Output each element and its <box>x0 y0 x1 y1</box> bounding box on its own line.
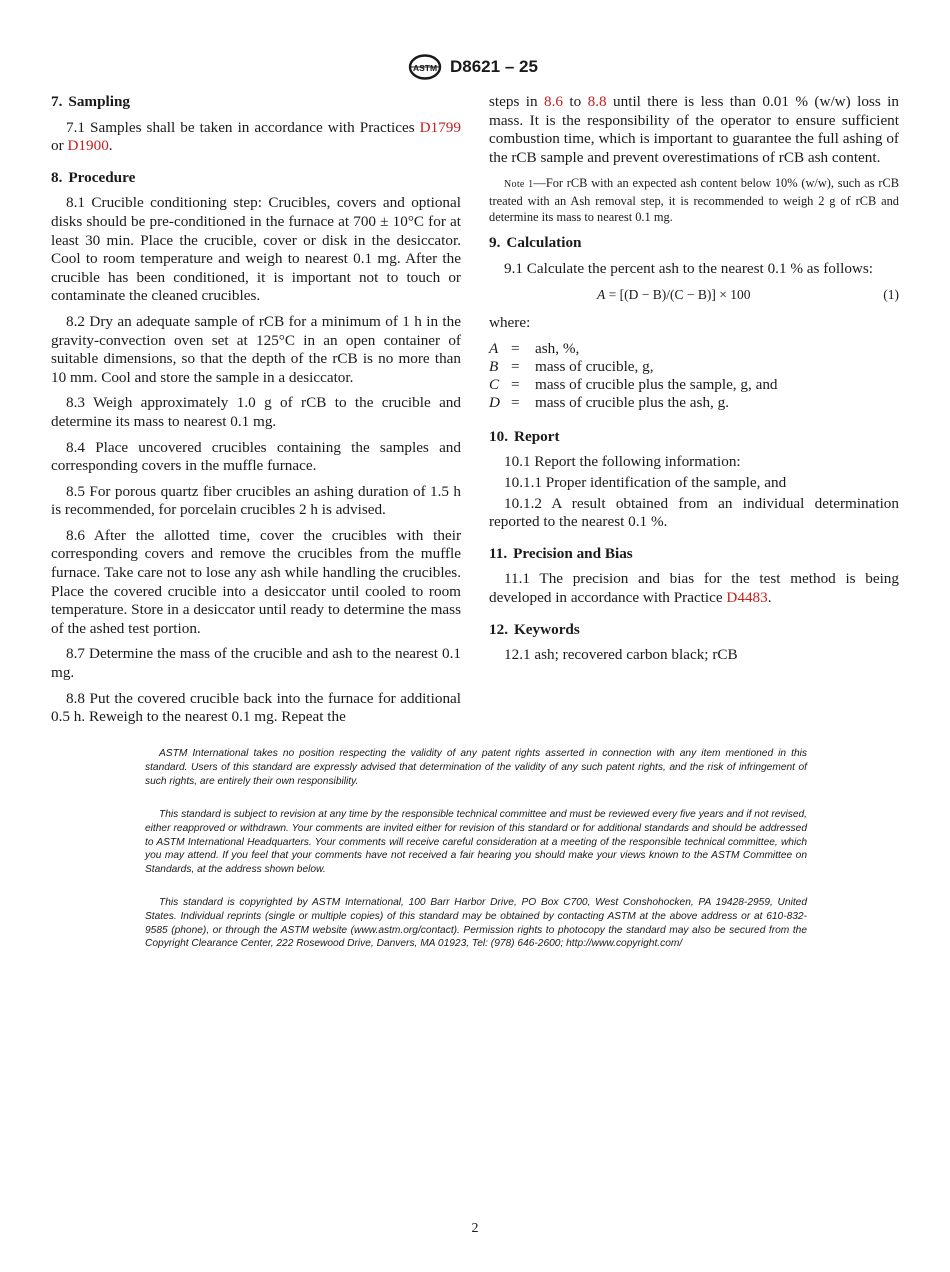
section-11 <box>489 545 899 608</box>
paragraph-10-1-2: 10.1.2 A result obtained from an individual determination reported to the nearest 0.1 %. <box>489 494 899 531</box>
equation-number: (1) <box>883 286 899 302</box>
definition-sym: B <box>489 357 499 375</box>
link-8-8[interactable]: 8.8 <box>587 93 607 110</box>
section-7 <box>51 93 461 156</box>
definition-txt: ash, %, <box>535 339 580 357</box>
definition-eq: = <box>511 339 520 357</box>
variable-definitions <box>489 340 899 412</box>
section-heading: 12. Keywords <box>489 620 580 638</box>
paragraph-11-1: 11.1 The precision and bias for the test method is being developed in accordance with Practice D4483. <box>489 570 899 606</box>
section-heading: 9. Calculation <box>489 234 582 252</box>
section-heading: 7. Sampling <box>51 93 131 110</box>
paragraph-10-1: 10.1 Report the following information: <box>504 453 741 471</box>
definition-eq: = <box>511 357 520 375</box>
definition-eq: = <box>511 393 520 411</box>
link-d1799[interactable]: D1799 <box>419 118 461 136</box>
definition-sym: A <box>489 339 499 357</box>
note-1: Note 1—For rCB with an expected ash content below 10% (w/w), such as rCB treated with an Ash removal step, it is recommended to weigh 2 g of rCB and determine its mass to nearest 0.1 mg. <box>489 176 899 225</box>
paragraph-8-1: 8.1 Crucible conditioning step: Crucibles, covers and optional disks should be pre-conditioned in the furnace at 700 ± 10°C for at least 30 min. Place the crucible, cover or disk in the desiccator. Cool to room temperature and weigh to nearest 0.1 mg. After the crucible has been conditioned, it is important not to touch or contaminate the cleaned crucibles. <box>51 194 461 305</box>
definition-row <box>489 358 899 376</box>
section-8 <box>51 169 461 727</box>
section-12 <box>489 621 899 665</box>
definition-sym: D <box>489 393 500 411</box>
paragraph-8-2: 8.2 Dry an adequate sample of rCB for a minimum of 1 h in the gravity-convection oven set at 125°C in an open container of suitable dimensions, so that the depth of the rCB is no more than 10 mm. Cool and store the sample in a desiccator. <box>51 312 461 386</box>
footer-patent-notice: ASTM International takes no position respecting the validity of any patent rights asserted in connection with any item mentioned in this standard. Users of this standard are expressly advised that determination of the validity of any such patent rights, and the risk of infringement of such rights, are entirely their own responsibility. <box>145 748 807 787</box>
paragraph-8-5: 8.5 For porous quartz fiber crucibles an ashing duration of 1.5 h is recommended, for porcelain crucibles 2 h is advised. <box>51 482 461 519</box>
footer-revision-notice: This standard is subject to revision at any time by the responsible technical committee and must be reviewed every five years and if not revised, either reapproved or withdrawn. Your comments are invited either for revision of this standard or for additional standards and should be addressed to ASTM International Headquarters. Your comments will receive careful consideration at a meeting of the responsible technical committee, which you may attend. If you feel that your comments have not received a fair hearing you should make your views known to the ASTM Committee on Standards, at the address shown below. <box>145 809 807 876</box>
definition-txt: mass of crucible plus the ash, g. <box>535 393 730 411</box>
definition-txt: mass of crucible, g, <box>535 357 654 375</box>
document-id: D8621 – 25 <box>450 57 538 76</box>
paragraph-7-1: 7.1 Samples shall be taken in accordance with Practices D1799 or D1900. <box>51 118 461 155</box>
svg-text:ASTM: ASTM <box>412 63 438 73</box>
paragraph-9-1: 9.1 Calculate the percent ash to the nearest 0.1 % as follows: <box>504 259 874 277</box>
paragraph-8-6: 8.6 After the allotted time, cover the crucibles with their corresponding covers and remove the crucibles from the muffle furnace. Take care not to lose any ash while handling the crucibles. Place the covered crucible into a desiccator until cooled to room temperature. Store in a desiccator until ready to determine the mass of the ashed test portion. <box>51 526 461 637</box>
where-label: where: <box>489 314 531 332</box>
definition-row <box>489 394 899 412</box>
astm-logo-icon <box>408 54 442 80</box>
equation-1: A = [(D − B)/(C − B)] × 100 (1) <box>489 286 899 305</box>
right-column <box>489 93 899 678</box>
section-heading: 11. Precision and Bias <box>489 544 633 562</box>
page-header <box>0 54 950 82</box>
section-10 <box>489 428 899 532</box>
left-column <box>51 93 461 740</box>
page-number: 2 <box>471 1221 479 1236</box>
definition-eq: = <box>511 375 520 393</box>
section-9 <box>489 234 899 411</box>
paragraph-8-8: 8.8 Put the covered crucible back into the furnace for additional 0.5 h. Reweigh to the nearest 0.1 mg. Repeat the <box>51 689 461 726</box>
paragraph-8-3: 8.3 Weigh approximately 1.0 g of rCB to the crucible and determine its mass to nearest 0.1 mg. <box>51 394 461 430</box>
paragraph-10-1-1: 10.1.1 Proper identification of the sample, and <box>504 473 787 491</box>
paragraph-12-1: 12.1 ash; recovered carbon black; rCB <box>504 646 738 664</box>
paragraph-8-8-continued: steps in 8.6 to 8.8 until there is less than 0.01 % (w/w) loss in mass. It is the responsibility of the operator to ensure sufficient combustion time, which is important to guarantee the full ashing of the rCB sample and prevent overestimations of rCB ash content. <box>489 93 899 166</box>
footer-copyright-notice: This standard is copyrighted by ASTM International, 100 Barr Harbor Drive, PO Box C700, West Conshohocken, PA 19428-2959, United States. Individual reprints (single or multiple copies) of this standard may be obtained by contacting ASTM at the above address or at 610-832-9585 (phone), or through the ASTM website (www.astm.org/contact). Permission rights to photocopy the standard may also be secured from the Copyright Clearance Center, 222 Rosewood Drive, Danvers, MA 01923, Tel: (978) 646-2600; http://www.copyright.com/ <box>145 897 807 950</box>
definition-txt: mass of crucible plus the sample, g, and <box>535 375 778 393</box>
definition-row <box>489 340 899 358</box>
section-heading: 8. Procedure <box>51 168 136 186</box>
definition-row <box>489 376 899 394</box>
paragraph-8-7: 8.7 Determine the mass of the crucible and ash to the nearest 0.1 mg. <box>51 645 461 682</box>
definition-sym: C <box>489 375 500 393</box>
link-d4483[interactable]: D4483 <box>726 588 768 606</box>
section-heading: 10. Report <box>489 427 560 445</box>
link-d1900[interactable]: D1900 <box>67 137 109 155</box>
paragraph-8-4: 8.4 Place uncovered crucibles containing the samples and corresponding covers in the muffle furnace. <box>51 438 461 475</box>
link-8-6[interactable]: 8.6 <box>544 93 563 110</box>
